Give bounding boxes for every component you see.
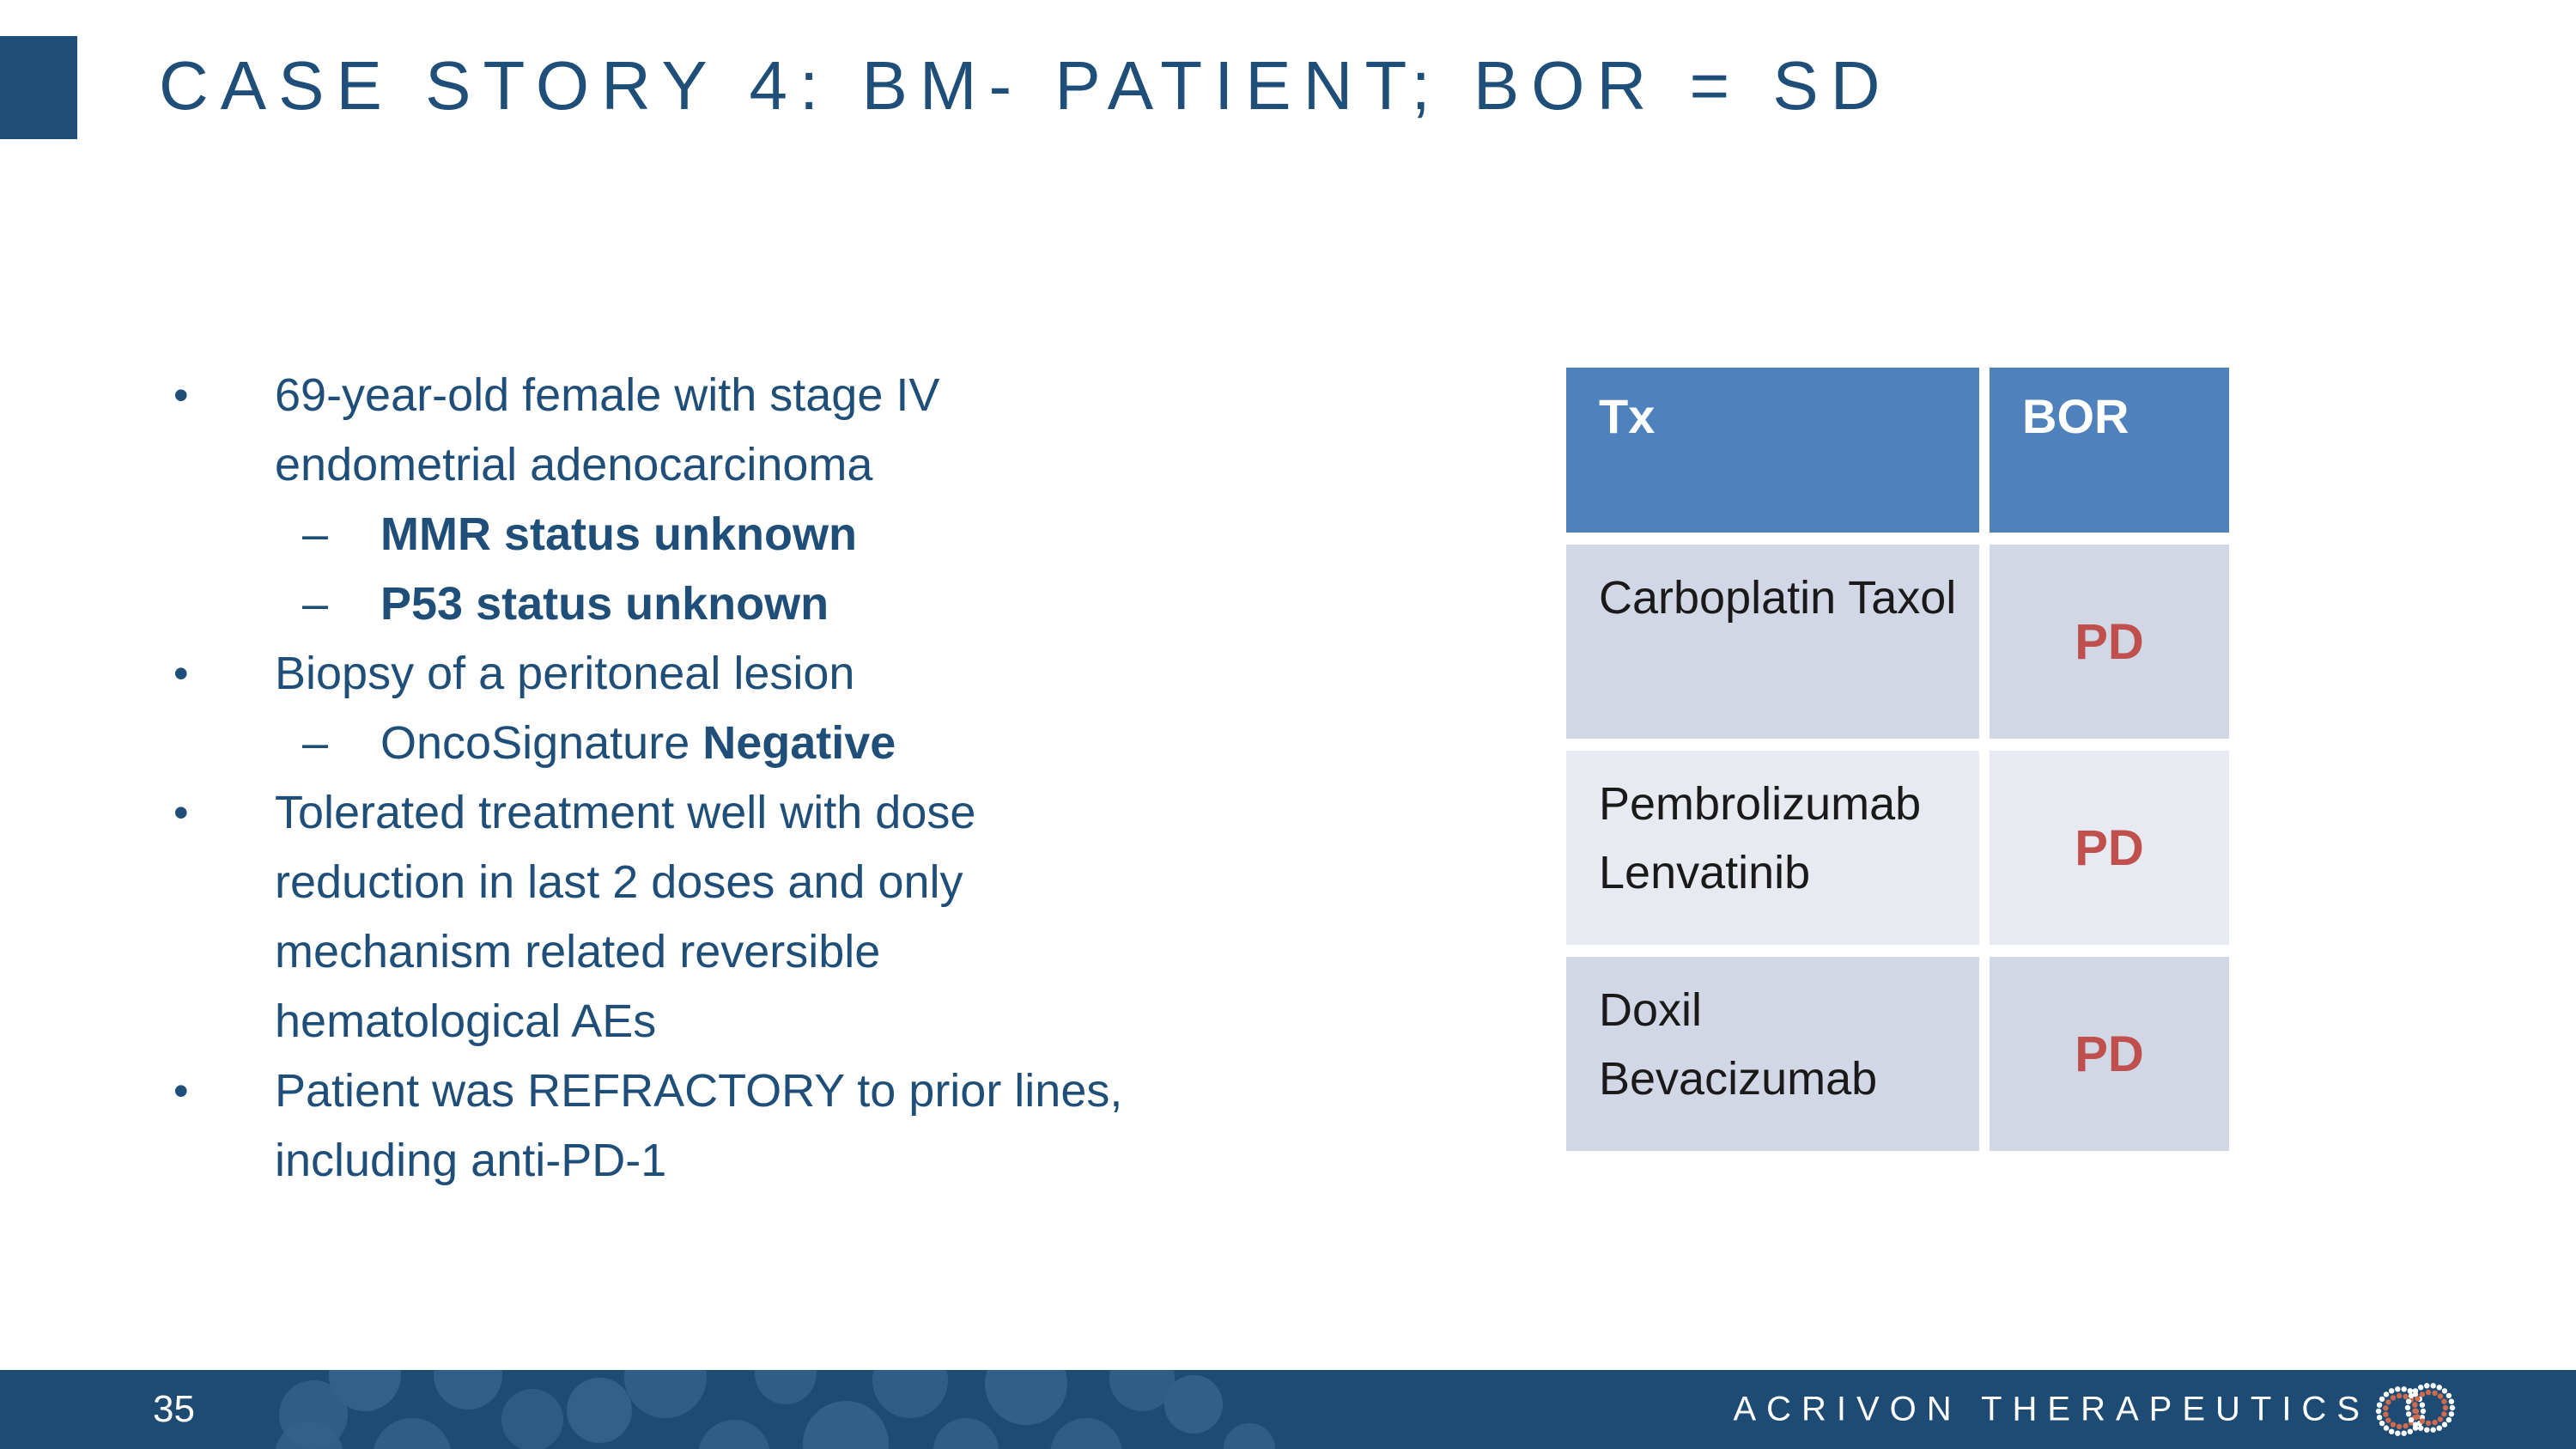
bullet-dot: • <box>173 1067 189 1115</box>
table-cell-bor: PD <box>1990 751 2229 945</box>
dash-marker: – <box>302 578 329 630</box>
bullet-text: Patient was REFRACTORY to prior lines, including anti-PD-1 <box>275 1065 1123 1186</box>
bullet-text: MMR status unknown <box>380 508 857 560</box>
bullet-dot: • <box>173 371 189 419</box>
table-cell-bor: PD <box>1990 545 2229 739</box>
dash-marker: – <box>302 508 329 560</box>
dash-marker: – <box>302 717 329 769</box>
bullet-dot: • <box>173 788 189 837</box>
bullet-text: Tolerated treatment well with dose reduction in last 2 doses and only mechanism related reversible hematological AEs <box>275 787 976 1047</box>
bullet-item <box>172 361 1340 500</box>
table-header-bor: BOR <box>1990 368 2229 533</box>
treatment-history-table <box>1566 368 2229 1151</box>
acrivon-logo-icon <box>2372 1375 2461 1444</box>
bullet-item <box>172 778 1340 1056</box>
page-number: 35 <box>153 1388 195 1430</box>
bullet-text: OncoSignature Negative <box>380 717 896 769</box>
title-accent-square <box>0 36 77 139</box>
bullet-item <box>172 1056 1340 1196</box>
bullet-text: P53 status unknown <box>380 578 829 630</box>
bullet-text: Biopsy of a peritoneal lesion <box>275 648 855 699</box>
bullet-text: 69-year-old female with stage IV endometrial adenocarcinoma <box>275 369 940 490</box>
slide-title: CASE STORY 4: BM- PATIENT; BOR = SD <box>159 47 1893 124</box>
bullet-dot: • <box>173 649 189 697</box>
bullet-list <box>172 361 1340 1196</box>
table-cell-bor: PD <box>1990 957 2229 1151</box>
table-cell-tx: Doxil Bevacizumab <box>1566 957 1979 1151</box>
sub-bullet-item <box>172 709 1340 778</box>
table-cell-tx: Carboplatin Taxol <box>1566 545 1979 739</box>
sub-bullet-item <box>172 500 1340 569</box>
footer-bar <box>0 1370 2576 1449</box>
table-header-tx: Tx <box>1566 368 1979 533</box>
brand-name: ACRIVON THERAPEUTICS <box>1733 1390 2370 1428</box>
sub-bullet-item <box>172 569 1340 639</box>
table-cell-tx: Pembrolizumab Lenvatinib <box>1566 751 1979 945</box>
bullet-item <box>172 639 1340 709</box>
